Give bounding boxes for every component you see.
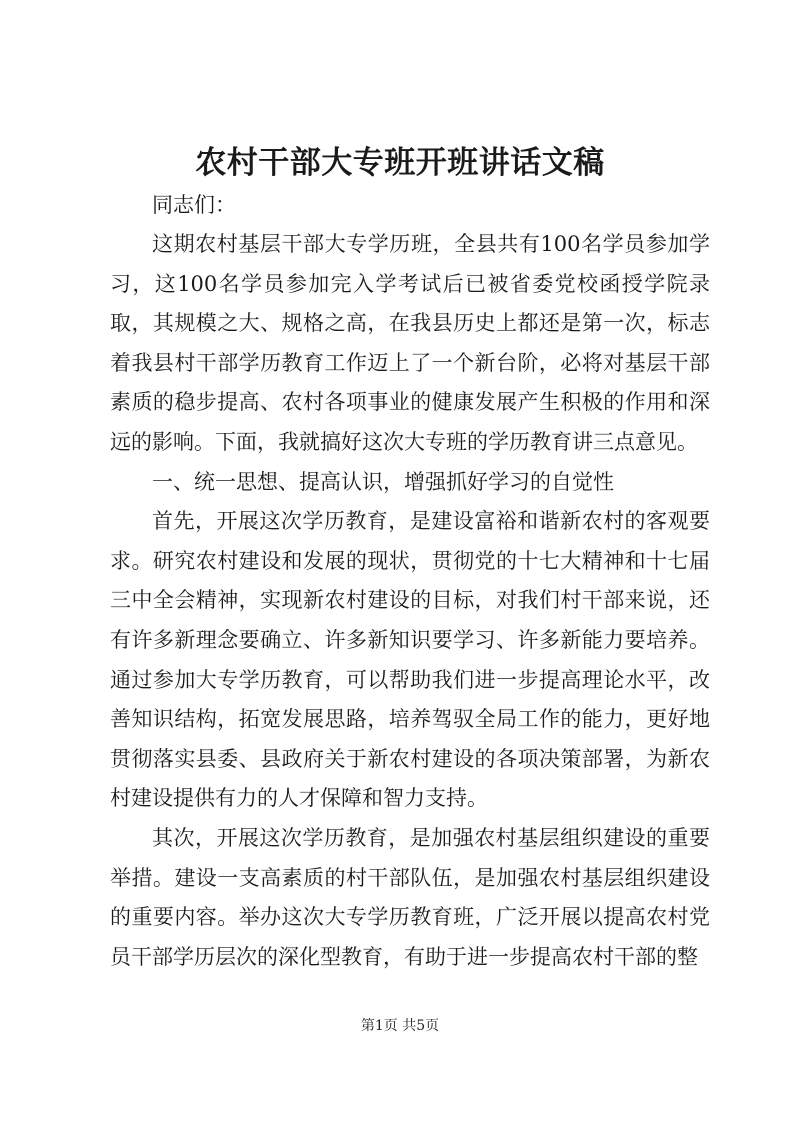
body-paragraph-second: 其次，开展这次学历教育，是加强农村基层组织建设的重要举措。建设一支高素质的村干部队伍，是加强农村基层组织建设的重要内容。举办这次大专学历教育班，广泛开展以提高农村党员干部学历层次的深化型教育，有助于进一步提高农村干部的整 xyxy=(110,825,710,969)
salutation-paragraph: 同志们： xyxy=(152,193,236,217)
intro-paragraph: 这期农村基层干部大专学历班，全县共有100名学员参加学习，这100名学员参加完入学考试后已被省委党校函授学院录取，其规模之大、规格之高，在我县历史上都还是第一次，标志着我县村干部学历教育工作迈上了一个新台阶，必将对基层干部素质的稳步提高、农村各项事业的健康发展产生积极的作用和深远的影响。下面，我就搞好这次大专班的学历教育讲三点意见。 xyxy=(110,232,710,454)
document-body xyxy=(110,186,710,977)
section-heading: 一、统一思想、提高认识，增强抓好学习的自觉性 xyxy=(152,469,614,494)
document-title: 农村干部大专班开班讲话文稿 xyxy=(195,145,605,181)
body-paragraph-first: 首先，开展这次学历教育，是建设富裕和谐新农村的客观要求。研究农村建设和发展的现状，贯彻党的十七大精神和十七届三中全会精神，实现新农村建设的目标，对我们村干部来说，还有许多新理念要确立、许多新知识要学习、许多新能力要培养。通过参加大专学历教育，可以帮助我们进一步提高理论水平，改善知识结构，拓宽发展思路，培养驾驭全局工作的能力，更好地贯彻落实县委、县政府关于新农村建设的各项决策部署，为新农村建设提供有力的人才保障和智力支持。 xyxy=(110,509,710,811)
page-footer: 第1页 共5页 xyxy=(360,1018,440,1034)
